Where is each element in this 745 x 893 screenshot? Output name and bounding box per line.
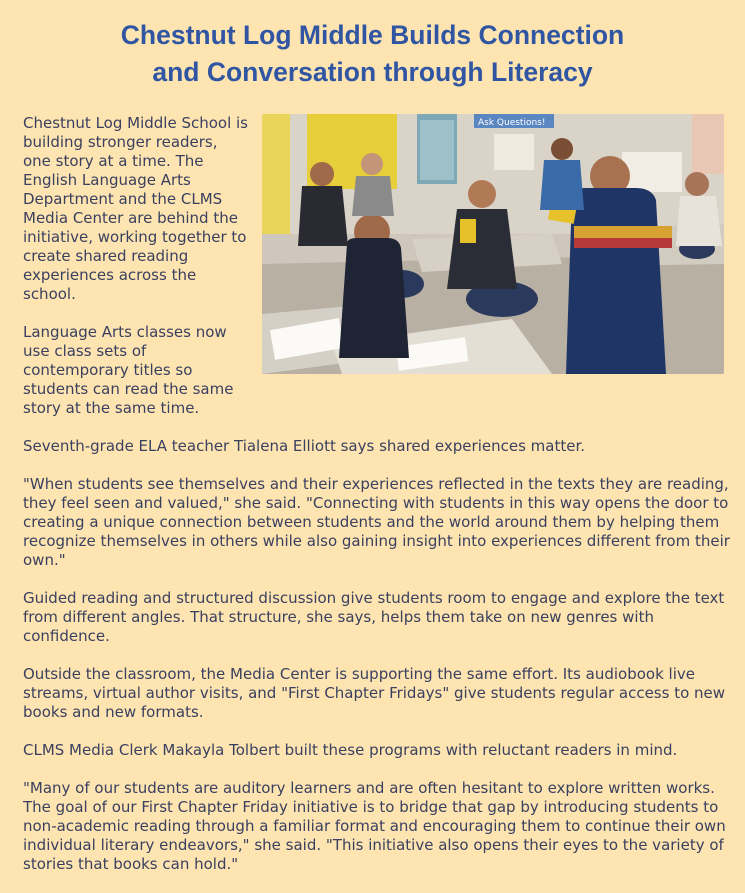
article-paragraph: Outside the classroom, the Media Center is supporting the same effort. Its audiobook live streams, virtual author visits, and "First Chapter Fridays" give students regular access to new books and new formats.	[23, 665, 726, 721]
article-title	[0, 17, 745, 91]
article-paragraph: Guided reading and structured discussion give students room to engage and explore the text from different angles. That structure, she says, helps them take on new genres with confidence.	[23, 589, 725, 645]
poster-text: Ask Questions!	[478, 118, 546, 128]
article-paragraph: "When students see themselves and their experiences reflected in the texts they are reading, they feel seen and valued," she said. "Connecting with students in this way opens the door to creating a unique connection between students and the world around them by helping them recognize themselves in others while also gaining insight into experiences different from their own."	[23, 475, 730, 569]
article-body	[23, 114, 741, 893]
article-paragraph: CLMS Media Clerk Makayla Tolbert built these programs with reluctant readers in mind.	[23, 741, 678, 759]
article-title-line-2: and Conversation through Literacy	[152, 57, 593, 87]
article-paragraph: Language Arts classes now use class sets of contemporary titles so students can read the same story at the same time.	[23, 323, 234, 417]
article-paragraph: Chestnut Log Middle School is building stronger readers, one story at a time. The English Language Arts Department and the CLMS Media Center are behind the initiative, working together to create shared reading experiences across the school.	[23, 114, 248, 303]
article-paragraph: Seventh-grade ELA teacher Tialena Elliott says shared experiences matter.	[23, 437, 586, 455]
article-paragraph: "Many of our students are auditory learners and are often hesitant to explore written works. The goal of our First Chapter Friday initiative is to bridge that gap by introducing students to non-academic reading through a familiar format and encouraging them to continue their own individual literary endeavors," she said. "This initiative also opens their eyes to the variety of stories that books can hold."	[23, 779, 726, 873]
article-title-line-1: Chestnut Log Middle Builds Connection	[120, 20, 625, 50]
